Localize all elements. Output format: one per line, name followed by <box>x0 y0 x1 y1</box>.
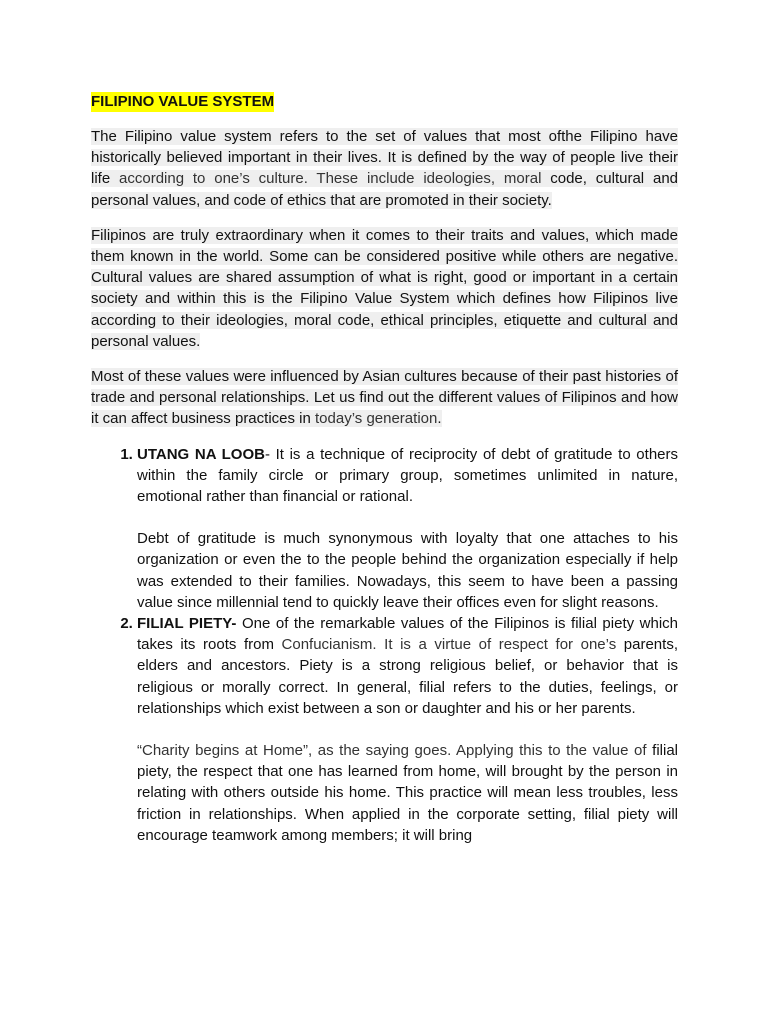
influence-text-c: . <box>437 410 442 428</box>
filial-piety-term: FILIAL PIETY- <box>137 615 237 633</box>
utang-na-loob-definition <box>137 444 678 508</box>
traits-paragraph <box>91 225 678 352</box>
utang-na-loob-text: - It is a technique of reciprocity of debt of gratitude to others within the family circle or primary group, sometimes unlimited in nature, emotional rather than financial or rational. <box>137 445 678 506</box>
intro-paragraph <box>91 126 678 211</box>
utang-na-loob-text2: Debt of gratitude is much synonymous with loyalty that one attaches to his organization or even the to the people behind the organization especially if help was extended to their families. Nowadays, this seem to have been a passing value since millennial tend to quickly leave their offices even for slight reasons. <box>137 530 678 611</box>
intro-text-b: according to one’s culture. These include ideologies, moral <box>119 170 542 188</box>
utang-na-loob-explanation <box>137 528 678 613</box>
influence-paragraph <box>91 366 678 430</box>
filial-piety-text-c: parents, elders and ancestors. Piety is a strong religious belief, or behavior that is religious or morally correct. In general, filial refers to the duties, feelings, or relationships which exist between a son or daughter and his or her parents. <box>137 636 678 717</box>
filial-piety-definition <box>137 613 678 719</box>
traits-text: Filipinos are truly extraordinary when it comes to their traits and values, which made them known in the world. Some can be considered positive while others are negative. Cultural values are shared assumption of what is right, good or important in a certain society and within this is the Filipino Value System which defines how Filipinos live according to their ideologies, moral code, ethical principles, etiquette and cultural and personal values. <box>91 226 678 350</box>
filial-piety-text-a: One of the remarkable values of the Filipinos is filial piety which takes its roots from <box>137 615 678 654</box>
intro-text-c: code, cultural and personal values, and code of ethics that are promoted in their society. <box>91 170 678 209</box>
filial-piety-text2-b: filial piety, the respect that one has learned from home, will brought by the person in relating with others outside his home. This practice will mean less troubles, less friction in relationships. When applied in the corporate setting, filial piety will encourage teamwork among members; it will bring <box>137 742 678 844</box>
list-item <box>137 613 678 846</box>
utang-na-loob-term: UTANG NA LOOB <box>137 445 265 463</box>
values-list <box>91 444 678 846</box>
filial-piety-explanation <box>137 740 678 846</box>
filial-piety-text2-a: “Charity begins at Home”, as the saying goes. Applying this to the value of <box>137 742 647 760</box>
influence-text-a: Most of these values were influenced by Asian cultures because of their past histories of trade and personal relationships. Let us find out the different values of Filipinos and how it can affect business practices in <box>91 368 678 428</box>
page-title: FILIPINO VALUE SYSTEM <box>91 93 275 110</box>
filial-piety-text-b: Confucianism. It is a virtue of respect for one’s <box>281 636 617 654</box>
intro-text-a: The Filipino value system refers to the set of values that most ofthe Filipino have historically believed important in their lives. It is defined by the way of people live their life <box>91 128 678 188</box>
influence-text-b: today’s generation <box>315 410 438 428</box>
list-item <box>137 444 678 613</box>
